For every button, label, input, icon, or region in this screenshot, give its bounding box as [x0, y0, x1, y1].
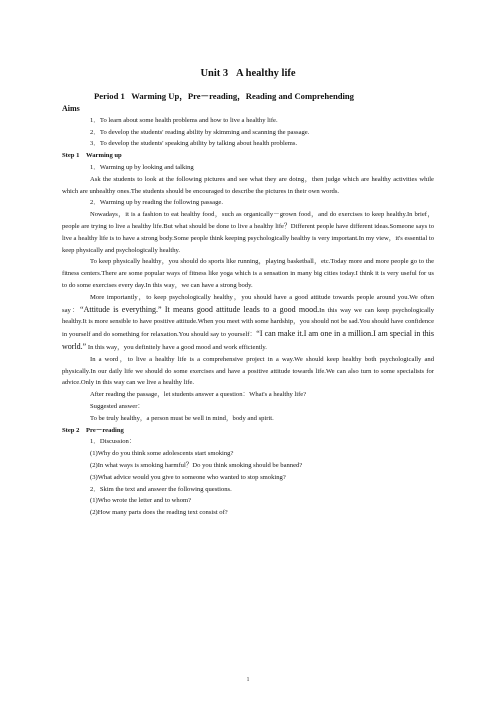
step1-heading: Step 1 Warming up	[62, 152, 122, 160]
passage-text: More importantly，to keep psychologically healthy，you should have a good attitude towards people around you.We often say：	[62, 293, 434, 314]
skim-question: (1)Who wrote the letter and to whom?	[90, 497, 192, 505]
passage-paragraph: In a word，to live a healthy life is a comprehensive project in a way.We should keep healthy both psychologically and physically.In our daily life we should do some exercises and have a positive attitude towards life.We can also turn to some specialists for advice.Only in this way can we live a healthy life.	[62, 355, 434, 387]
step1-item2: 2．Warming up by reading the following passage.	[90, 199, 223, 207]
step1-item1: 1．Warming up by looking and talking	[90, 163, 194, 171]
discussion-question: (3)What advice would you give to someone who wanted to stop smoking?	[90, 473, 286, 481]
suggested-answer-label: Suggested answer：	[90, 402, 145, 410]
aims-heading: Aims	[62, 104, 80, 113]
skim-question: (2)How many parts does the reading text consist of?	[90, 509, 228, 517]
aim-item: 3．To develop the students' speaking ability by talking about health problems.	[90, 140, 298, 148]
aim-item: 1．To learn about some health problems and how to live a healthy life.	[90, 116, 278, 124]
suggested-answer: To be truly healthy，a person must be well in mind，body and spirit.	[90, 414, 274, 422]
passage-question: After reading the passage，let students answer a question：What's a healthy life?	[90, 391, 307, 399]
discussion-question: (2)In what ways is smoking harmful？Do you think smoking should be banned?	[90, 461, 303, 469]
aim-item: 2．To develop the students' reading ability by skimming and scanning the passage.	[90, 128, 310, 136]
passage-paragraph: To keep physically healthy，you should do sports like running，playing basketball，etc.Today more and more people go to the fitness centers.There are some popular ways of fitness like yoga which is a sensation in many big cities today.I think it is very useful for us to do some exercises every day.In this way，we can have a strong body.	[62, 258, 434, 289]
step1-paragraph: Ask the students to look at the following pictures and see what they are doing，then judge which are healthy activities while which are unhealthy ones.The students should be encouraged to describe the pictures in their own words.	[62, 175, 434, 195]
passage-paragraph: Nowadays，it is a fashion to eat healthy food，such as organically－grown food，and do exercises to keep healthy.In brief，people are trying to live a healthy life.But what should be done to live a healthy life？Different people have different ideas.Someone says to live a healthy life is to have a strong body.Some people think keeping psychologically healthy is very important.In my view，it's essential to keep physically and psychologically healthy.	[62, 211, 434, 254]
period-title: Period 1 Warming Up，Pre－reading，Reading and Comprehending	[94, 91, 354, 101]
passage-paragraph	[62, 292, 434, 354]
step2-heading: Step 2 Pre－reading	[62, 426, 124, 434]
page-number: 1	[246, 677, 250, 683]
passage-quote: “I can make it.I am one in a million.I am special in this world.”	[62, 329, 435, 351]
passage-quote: “Attitude is everything.” It means good attitude leads to a good mood.	[80, 304, 320, 314]
passage-text: In this way，you definitely have a good mood and work efficiently.	[86, 343, 267, 351]
discussion-question: (1)Why do you think some adolescents start smoking?	[90, 450, 234, 458]
unit-title: Unit 3 A healthy life	[200, 68, 296, 79]
document-body	[62, 60, 434, 519]
passage-text: In this way we can keep psychologically healthy.It is more sensible to have positive attitude.When you meet with some hardship，you should not be sad.You should have confidence in yourself and do something for relaxation.You should say to yourself：	[62, 306, 434, 339]
discussion-label: 1．Discussion：	[90, 438, 136, 446]
skim-label: 2．Skim the text and answer the following questions.	[90, 485, 232, 493]
